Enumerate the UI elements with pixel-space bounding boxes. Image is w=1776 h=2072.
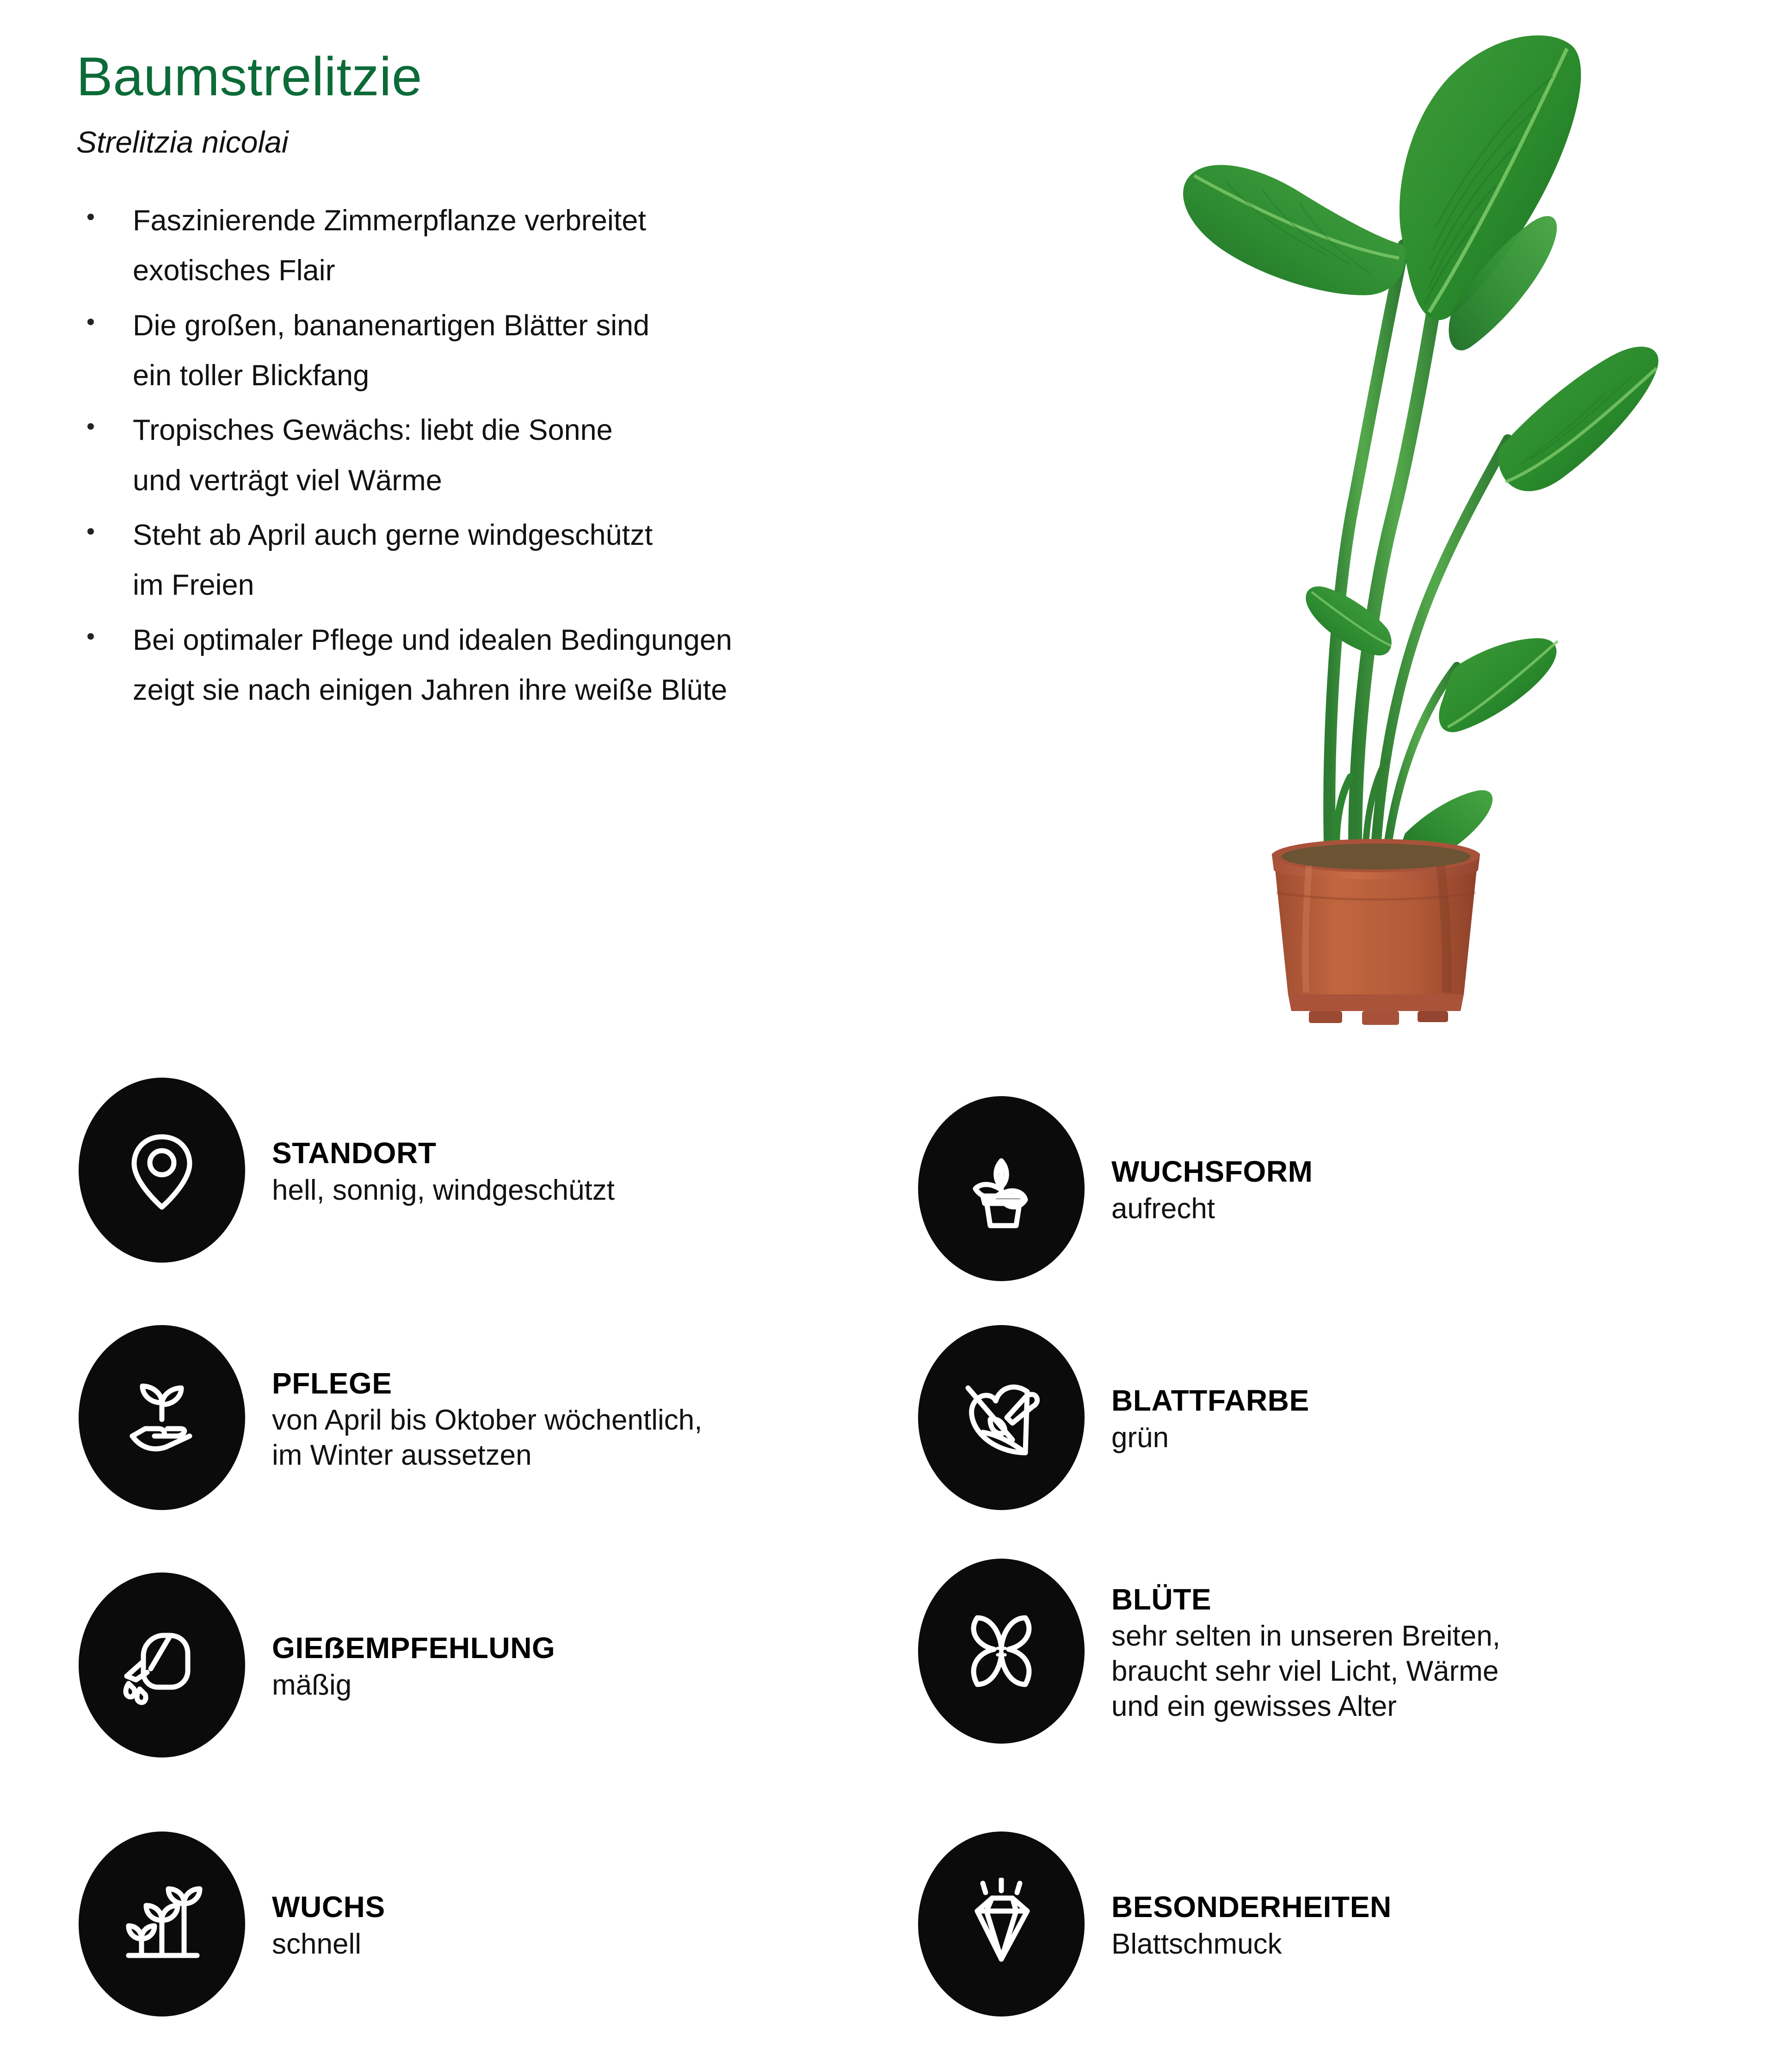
attribute-wuchs	[79, 1832, 385, 2016]
attribute-text	[1085, 1579, 1500, 1724]
attribute-value	[1111, 1191, 1313, 1227]
attribute-grid	[0, 1078, 1776, 2072]
flower-blossom-icon	[918, 1559, 1085, 1744]
attribute-label: BESONDERHEITEN	[1111, 1890, 1392, 1924]
attribute-text	[1085, 1151, 1313, 1226]
feature-line: und verträgt viel Wärme	[133, 464, 442, 497]
attribute-pflege	[79, 1325, 702, 1510]
attribute-label: STANDORT	[272, 1136, 437, 1170]
page-title: Baumstrelitzie	[76, 46, 423, 107]
attribute-text	[245, 1627, 555, 1702]
attribute-value	[1111, 1927, 1392, 1962]
attribute-value	[272, 1173, 615, 1208]
attribute-text	[1085, 1380, 1309, 1455]
feature-line: Tropisches Gewächs: liebt die Sonne	[133, 414, 613, 447]
strelitzia-plant-illustration	[985, 28, 1744, 1041]
leaf-paintbrush-icon	[918, 1325, 1085, 1510]
list-item	[76, 301, 1038, 401]
attribute-value	[1111, 1619, 1500, 1724]
diamond-icon	[918, 1832, 1085, 2016]
feature-line: Bei optimaler Pflege und idealen Bedingungen	[133, 623, 732, 656]
bullet-icon	[87, 528, 94, 535]
intro-text-column	[76, 46, 1038, 720]
attribute-standort	[79, 1078, 615, 1263]
attribute-value	[272, 1927, 385, 1962]
location-pin-icon	[79, 1078, 245, 1263]
attribute-bluete	[918, 1559, 1500, 1744]
attribute-value	[272, 1668, 555, 1703]
attribute-label: WUCHSFORM	[1111, 1155, 1313, 1189]
value-line: im Winter aussetzen	[272, 1439, 532, 1471]
list-item	[76, 405, 1038, 506]
list-item	[76, 196, 1038, 296]
value-line: und ein gewisses Alter	[1111, 1690, 1397, 1722]
bullet-icon	[87, 214, 94, 220]
bullet-icon	[87, 633, 94, 640]
value-line: mäßig	[272, 1669, 352, 1701]
list-item	[76, 510, 1038, 610]
feature-line: exotisches Flair	[133, 254, 335, 287]
value-line: sehr selten in unseren Breiten,	[1111, 1620, 1500, 1653]
value-line: schnell	[272, 1928, 361, 1960]
bullet-icon	[87, 423, 94, 430]
attribute-giessempfehlung	[79, 1572, 555, 1758]
feature-line: Faszinierende Zimmerpflanze verbreitet	[133, 204, 646, 237]
feature-line: zeigt sie nach einigen Jahren ihre weiße Blüte	[133, 674, 728, 707]
attribute-label: WUCHS	[272, 1890, 385, 1924]
attribute-value	[272, 1403, 702, 1473]
value-line: braucht sehr viel Licht, Wärme	[1111, 1655, 1499, 1687]
feature-line: im Freien	[133, 569, 254, 602]
plant-photo	[985, 28, 1744, 1041]
attribute-label: BLATTFARBE	[1111, 1384, 1309, 1418]
value-line: Blattschmuck	[1111, 1928, 1282, 1960]
watering-can-icon	[79, 1572, 245, 1758]
attribute-wuchsform	[918, 1096, 1313, 1281]
value-line: von April bis Oktober wöchentlich,	[272, 1404, 703, 1437]
attribute-text	[245, 1886, 385, 1961]
feature-line: Steht ab April auch gerne windgeschützt	[133, 519, 653, 552]
value-line: hell, sonnig, windgeschützt	[272, 1174, 615, 1206]
potted-plant-icon	[918, 1096, 1085, 1281]
attribute-text	[245, 1363, 702, 1473]
attribute-label: PFLEGE	[272, 1366, 392, 1400]
feature-line: Die großen, bananenartigen Blätter sind	[133, 309, 650, 342]
hand-sprout-icon	[79, 1325, 245, 1510]
bullet-icon	[87, 319, 94, 325]
attribute-label: BLÜTE	[1111, 1582, 1212, 1616]
value-line: aufrecht	[1111, 1192, 1215, 1225]
growth-stages-icon	[79, 1832, 245, 2016]
attribute-text	[245, 1132, 615, 1208]
value-line: grün	[1111, 1421, 1169, 1454]
botanical-name: Strelitzia nicolai	[76, 124, 289, 159]
attribute-text	[1085, 1886, 1392, 1961]
attribute-besonderheiten	[918, 1832, 1392, 2016]
list-item	[76, 615, 1038, 715]
attribute-blattfarbe	[918, 1325, 1309, 1510]
attribute-value	[1111, 1420, 1309, 1455]
attribute-label: GIEẞEMPFEHLUNG	[272, 1631, 555, 1665]
feature-line: ein toller Blickfang	[133, 359, 370, 392]
feature-list	[76, 196, 1038, 715]
